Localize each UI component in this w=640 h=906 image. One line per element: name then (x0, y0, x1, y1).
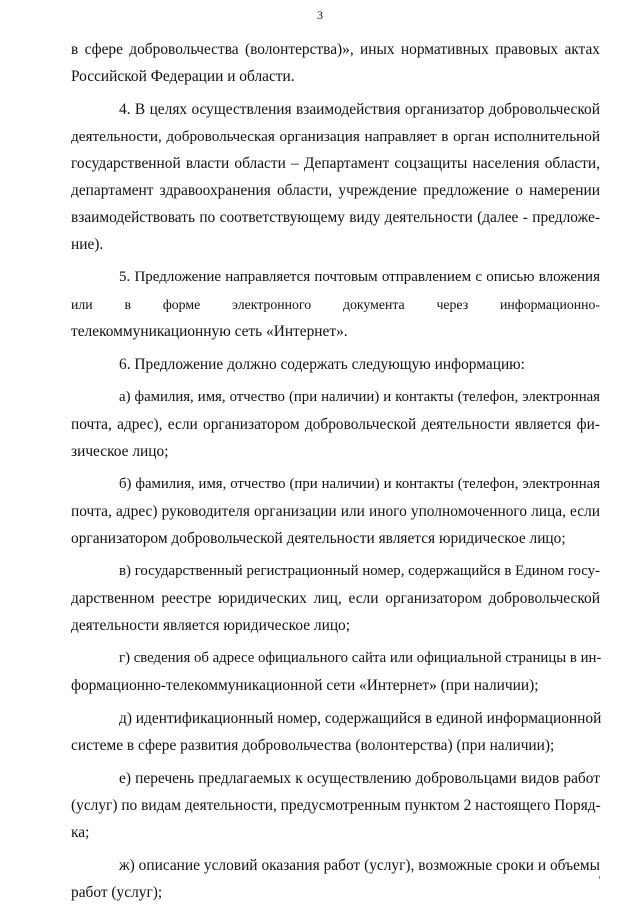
text-line: б) фамилия, имя, отчество (при наличии) и контакты (телефон, электронная (119, 476, 600, 492)
paragraph-continuation (71, 36, 600, 90)
page-number: 3 (317, 8, 323, 22)
text-line: Российской Федерации и области. (71, 68, 295, 85)
text-line: почта, адрес), если организатором добровольческой деятельности является фи- (71, 416, 600, 433)
list-item-a (71, 384, 600, 465)
text-line: зическое лицо; (71, 443, 169, 460)
text-line: ние). (71, 236, 104, 253)
text-line: 6. Предложение должно содержать следующую информацию: (119, 356, 525, 373)
list-item-e (71, 765, 600, 846)
list-item-g (71, 645, 600, 699)
text-line: в) государственный регистрационный номер, содержащийся в Едином госу- (119, 563, 600, 579)
paragraph-item-5 (71, 264, 600, 345)
scan-speck (599, 876, 600, 879)
text-line: почта, адрес) руководителя организации или иного уполномоченного лица, если (71, 503, 600, 520)
text-line: е) перечень предлагаемых к осуществлению добровольцами видов работ (119, 770, 600, 787)
list-item-v (71, 558, 600, 639)
text-line: государственной власти области – Департамент соцзащиты населения области, (71, 155, 600, 172)
text-line: 5. Предложение направляется почтовым отправлением с описью вложения (119, 269, 600, 285)
text-line: деятельности является юридическое лицо; (71, 617, 351, 634)
text-line: или в форме электронного документа через информационно- (71, 297, 600, 312)
text-line: системе в сфере развития добровольчества (волонтерства) (при наличии); (71, 737, 555, 754)
text-line: формационно-телекоммуникационной сети «Интернет» (при наличии); (71, 677, 539, 694)
list-item-b (71, 471, 600, 552)
text-line: организатором добровольческой деятельности является юридическое лицо; (71, 530, 566, 547)
text-line: 4. В целях осуществления взаимодействия организатор добровольческой (119, 101, 600, 118)
text-line: взаимодействовать по соответствующему виду деятельности (далее - предложе- (71, 209, 600, 226)
text-line: ка; (71, 824, 90, 841)
body-text (71, 36, 600, 906)
text-line: дарственном реестре юридических лиц, если организатором добровольческой (71, 590, 600, 607)
paragraph-item-4 (71, 96, 600, 258)
text-line: в сфере добровольчества (волонтерства)», иных нормативных правовых актах (71, 41, 600, 58)
text-line: (услуг) по видам деятельности, предусмотренным пунктом 2 настоящего Поряд- (71, 797, 601, 814)
text-line: г) сведения об адресе официального сайта или официальной страницы в ин- (119, 650, 602, 666)
text-line: департамент здравоохранения области, учреждение предложение о намерении (71, 182, 600, 199)
text-line: ж) описание условий оказания работ (услуг), возможные сроки и объемы (119, 857, 600, 874)
text-line: телекоммуникационную сеть «Интернет». (71, 323, 348, 340)
list-item-d (71, 705, 600, 759)
text-line: работ (услуг); (71, 884, 163, 901)
text-line: а) фамилия, имя, отчество (при наличии) и контакты (телефон, электронная (119, 389, 600, 405)
text-line: деятельности, добровольческая организация направляет в орган исполнительной (71, 128, 600, 145)
text-line: д) идентификационный номер, содержащийся в единой информационной (119, 710, 602, 727)
list-item-zh (71, 852, 600, 906)
paragraph-item-6 (71, 351, 600, 378)
